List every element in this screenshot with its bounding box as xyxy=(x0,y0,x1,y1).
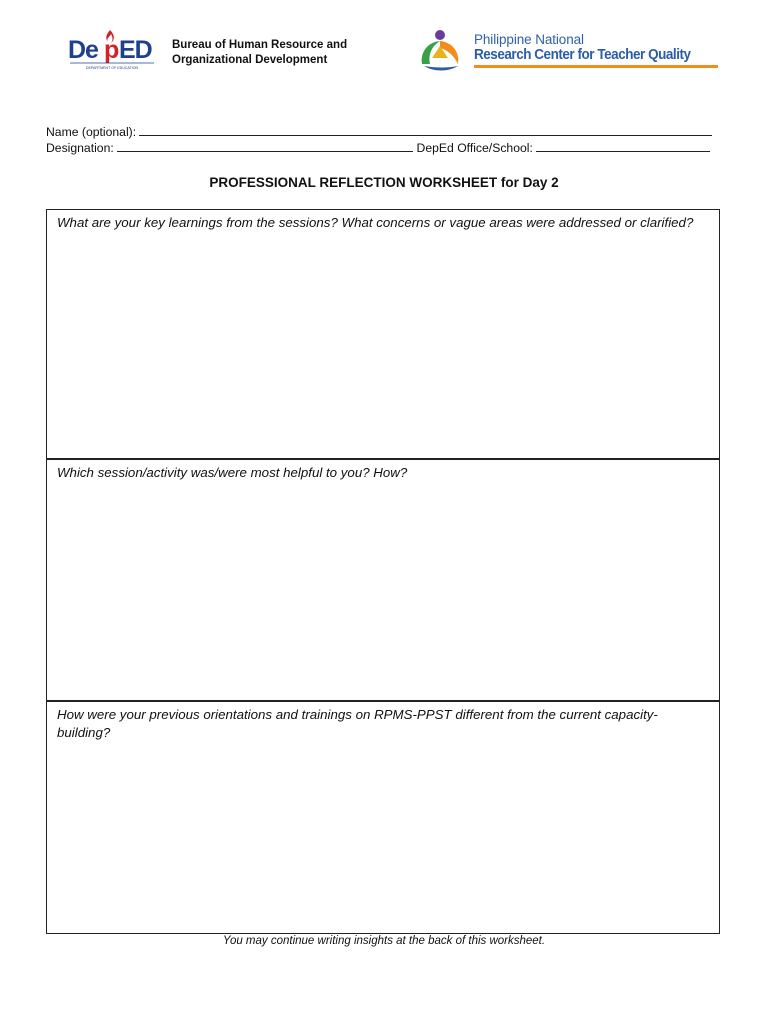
rctq-underline xyxy=(474,65,718,68)
question-text-3: How were your previous orientations and trainings on RPMS-PPST different from the current capacity-building? xyxy=(57,707,658,740)
question-box-3[interactable] xyxy=(46,701,720,934)
designation-field-row xyxy=(46,140,710,155)
deped-logo xyxy=(66,28,158,72)
bureau-line-1: Bureau of Human Resource and xyxy=(172,39,348,51)
bureau-line-2: Organizational Development xyxy=(172,54,328,66)
worksheet-title: PROFESSIONAL REFLECTION WORKSHEET for Day 2 xyxy=(209,175,559,190)
rctq-name xyxy=(474,32,707,63)
footer-note: You may continue writing insights at the back of this worksheet. xyxy=(222,935,546,947)
designation-label: Designation: xyxy=(46,141,114,155)
question-text-2: Which session/activity was/were most helpful to you? How? xyxy=(57,465,408,480)
rctq-line-2: Research Center for Teacher Quality xyxy=(474,47,691,63)
question-box-1[interactable] xyxy=(46,209,720,459)
question-box-2[interactable] xyxy=(46,459,720,701)
svg-text:DEPARTMENT OF EDUCATION: DEPARTMENT OF EDUCATION xyxy=(85,66,139,70)
question-text-1: What are your key learnings from the sessions? What concerns or vague areas were addressed or clarified? xyxy=(57,215,694,230)
designation-blank[interactable] xyxy=(117,140,413,152)
svg-text:p: p xyxy=(104,36,119,64)
rctq-line-1: Philippine National xyxy=(474,32,584,47)
office-label: DepEd Office/School: xyxy=(416,141,533,155)
bureau-name xyxy=(172,38,347,68)
name-blank[interactable] xyxy=(139,124,712,136)
rctq-emblem-icon xyxy=(416,28,464,72)
name-field-row xyxy=(46,124,712,139)
svg-text:De: De xyxy=(68,36,98,64)
office-blank[interactable] xyxy=(536,140,710,152)
svg-text:ED: ED xyxy=(119,36,152,64)
name-label: Name (optional): xyxy=(46,125,137,139)
